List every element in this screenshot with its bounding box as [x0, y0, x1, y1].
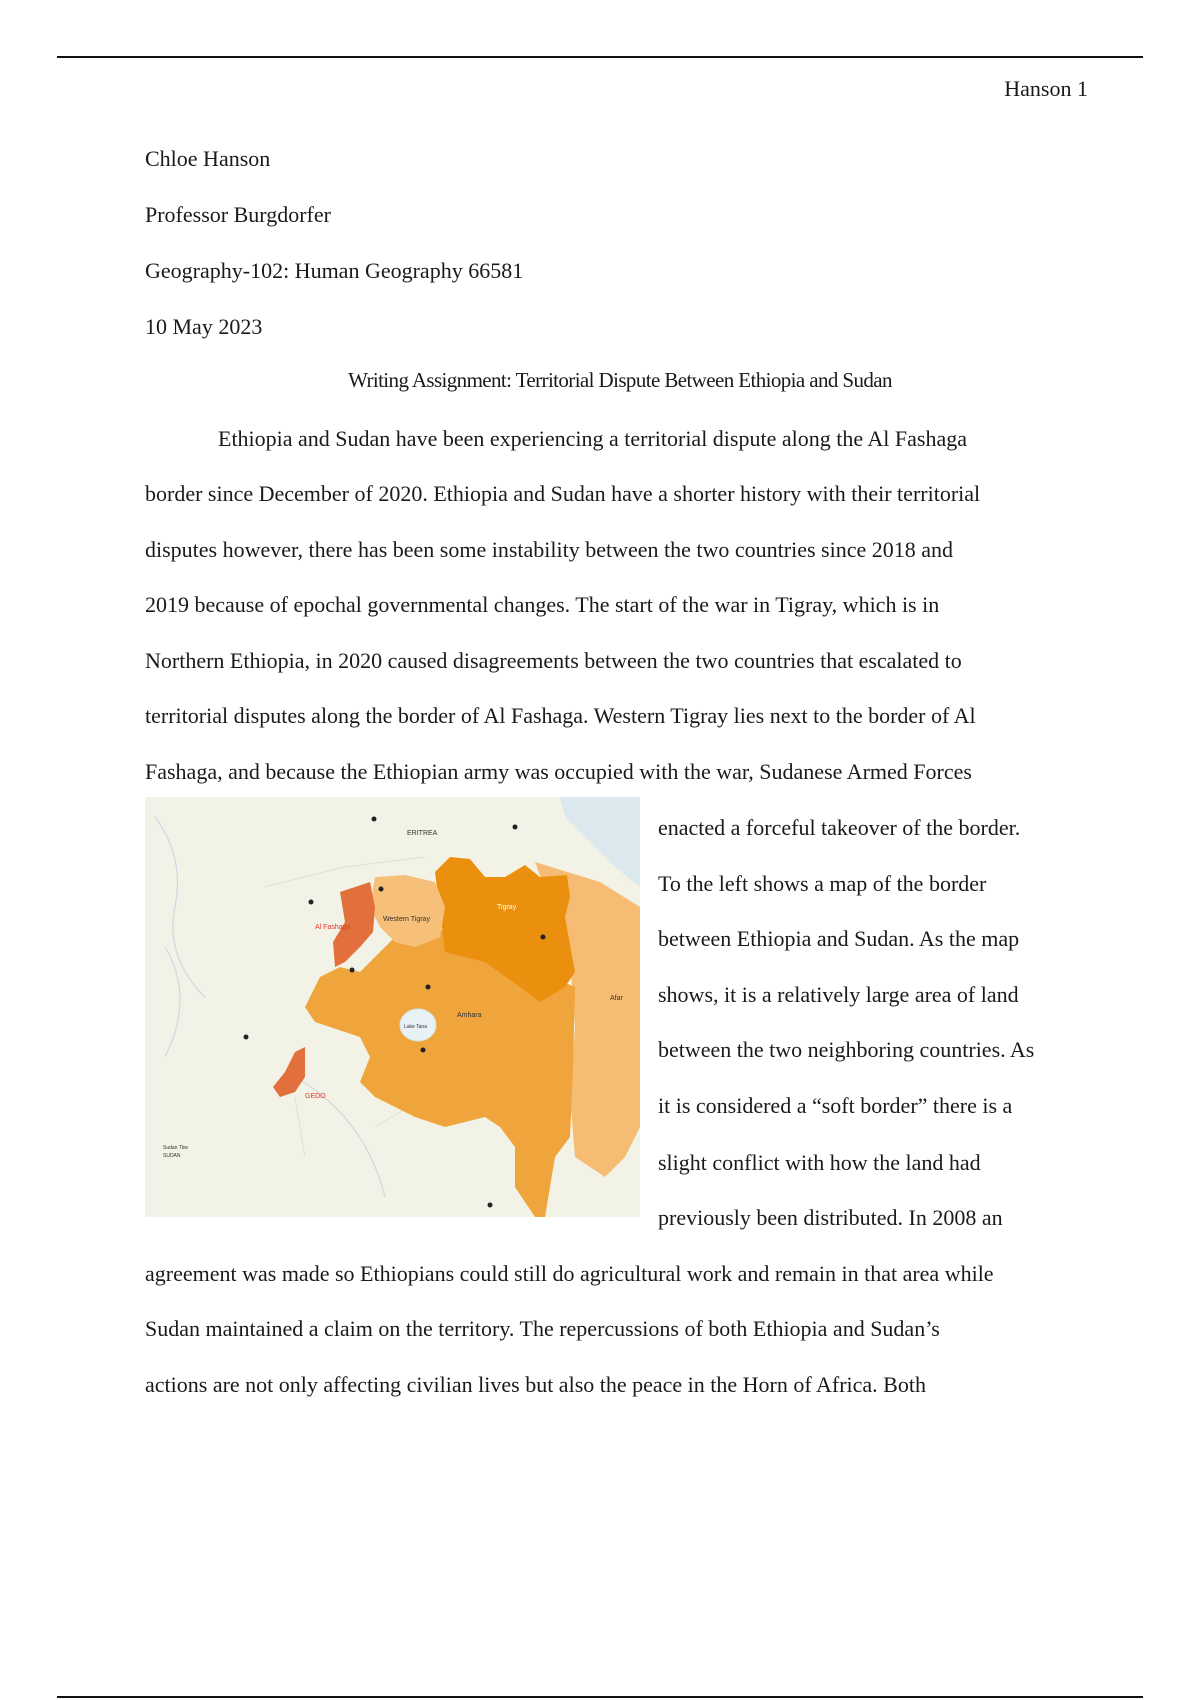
map-city-dot: [421, 1048, 426, 1053]
body-line: territorial disputes along the border of Al Fashaga. Western Tigray lies next to the border of Al: [145, 703, 976, 728]
map-label-tigray: Tigray: [497, 904, 517, 911]
body-line: 2019 because of epochal governmental changes. The start of the war in Tigray, which is in: [145, 592, 940, 617]
map-city-dot: [513, 825, 518, 830]
body-line: actions are not only affecting civilian lives but also the peace in the Horn of Africa. Both: [145, 1372, 926, 1397]
body-line: Fashaga, and because the Ethiopian army was occupied with the war, Sudanese Armed Forces: [145, 759, 972, 784]
map-city-dot: [350, 968, 355, 973]
body-line: between the two neighboring countries. As: [658, 1037, 1035, 1062]
body-line: agreement was made so Ethiopians could still do agricultural work and remain in that area while: [145, 1261, 994, 1286]
map-city-dot: [244, 1035, 249, 1040]
map-city-dot: [372, 817, 377, 822]
body-line: Sudan maintained a claim on the territory. The repercussions of both Ethiopia and Sudan’s: [145, 1316, 940, 1341]
body-line: To the left shows a map of the border: [658, 871, 987, 896]
professor-name: Professor Burgdorfer: [145, 202, 331, 227]
body-line: Northern Ethiopia, in 2020 caused disagreements between the two countries that escalated to: [145, 648, 962, 673]
date: 10 May 2023: [145, 314, 263, 339]
body-line: slight conflict with how the land had: [658, 1150, 981, 1175]
body-line: enacted a forceful takeover of the border.: [658, 815, 1021, 840]
map-label-lake: Lake Tana: [404, 1024, 427, 1030]
map-city-dot: [379, 887, 384, 892]
body-line: it is considered a “soft border” there is a: [658, 1093, 1013, 1118]
map-city-dot: [488, 1203, 493, 1208]
body-line: border since December of 2020. Ethiopia and Sudan have a shorter history with their territorial: [145, 481, 981, 506]
bottom-rule: [57, 1696, 1143, 1698]
map-label-al-fashaga: Al Fashaga: [315, 924, 351, 931]
body-line: Ethiopia and Sudan have been experiencing a territorial dispute along the Al Fashaga: [218, 426, 967, 451]
top-rule: [57, 56, 1143, 58]
author-name: Chloe Hanson: [145, 146, 271, 171]
map-city-dot: [541, 935, 546, 940]
course-name: Geography-102: Human Geography 66581: [145, 258, 524, 283]
body-line: shows, it is a relatively large area of land: [658, 982, 1019, 1007]
map-label-sudan: SUDAN: [163, 1153, 181, 1159]
map-label-sudan-sub: Sudan Tkw: [163, 1145, 188, 1151]
map-label-western-tigray: Western Tigray: [383, 916, 430, 923]
body-line: between Ethiopia and Sudan. As the map: [658, 926, 1020, 951]
map-city-dot: [426, 985, 431, 990]
map-label-gedo: GEDO: [305, 1093, 326, 1100]
map-city-dot: [309, 900, 314, 905]
border-map-image: [145, 797, 640, 1217]
page-number-header: Hanson 1: [1004, 76, 1088, 101]
body-line: previously been distributed. In 2008 an: [658, 1205, 1003, 1230]
body-line: disputes however, there has been some instability between the two countries since 2018 and: [145, 537, 954, 562]
map-label-amhara: Amhara: [457, 1012, 482, 1019]
map-label-eritrea: ERITREA: [407, 830, 438, 837]
document-title: Writing Assignment: Territorial Dispute Between Ethiopia and Sudan: [348, 368, 892, 392]
map-label-afar: Afar: [610, 995, 623, 1002]
